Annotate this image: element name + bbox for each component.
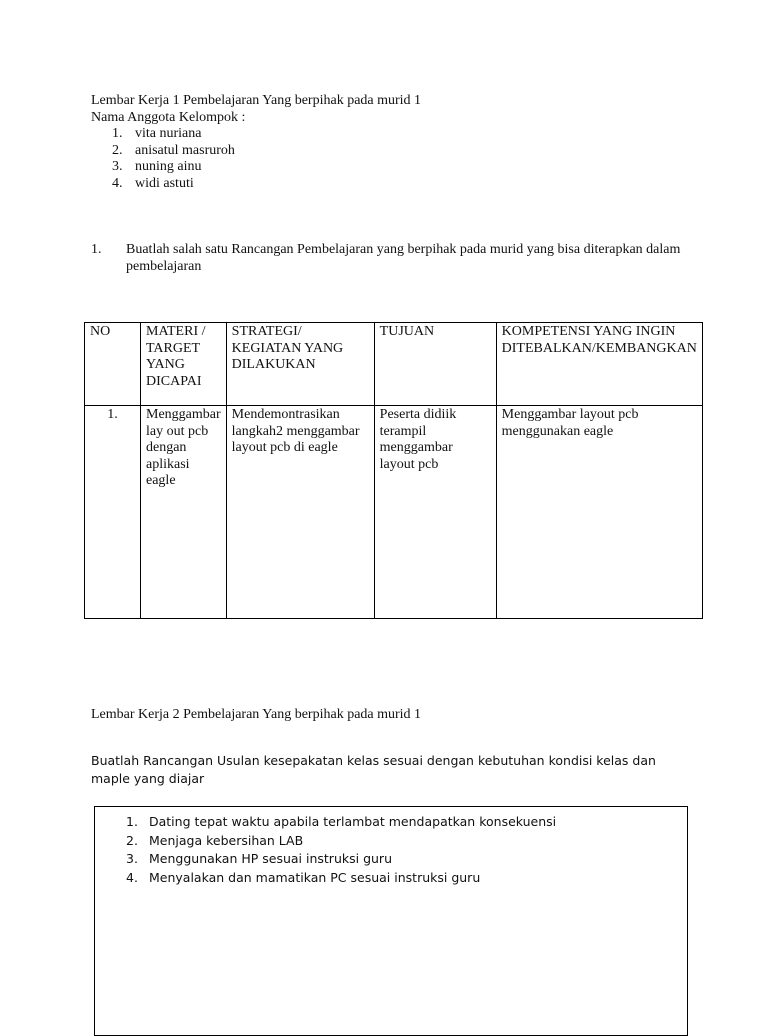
cell-strategi: Mendemontrasikan langkah2 menggambar layout pcb di eagle xyxy=(226,406,374,619)
cell-materi: Menggambar lay out pcb dengan aplikasi eagle xyxy=(141,406,227,619)
agreement-item xyxy=(95,850,556,869)
agreement-item xyxy=(95,832,556,851)
header-strategi: STRATEGI/ KEGIATAN YANG DILAKUKAN xyxy=(226,323,374,406)
agreement-text: Menyalakan dan mamatikan PC sesuai instruksi guru xyxy=(149,870,481,886)
member-name: anisatul masruroh xyxy=(135,142,235,158)
header-tujuan: TUJUAN xyxy=(374,323,496,406)
agreement-item xyxy=(95,869,556,888)
agreement-item xyxy=(95,813,556,832)
member-name: widi astuti xyxy=(135,175,194,191)
agreement-number: 4. xyxy=(126,870,138,886)
worksheet-1-task xyxy=(91,242,691,275)
task-text: Buatlah salah satu Rancangan Pembelajaran yang berpihak pada murid yang bisa diterapkan dalam pembelajaran xyxy=(126,242,681,274)
member-number: 2. xyxy=(112,142,123,158)
members-list xyxy=(91,126,235,192)
member-name: vita nuriana xyxy=(135,126,202,141)
member-number: 3. xyxy=(112,159,123,174)
header-materi: MATERI / TARGET YANG DICAPAI xyxy=(141,323,227,406)
table-row xyxy=(85,406,703,619)
cell-tujuan: Peserta didiik terampil menggambar layout pcb xyxy=(374,406,496,619)
agreement-number: 1. xyxy=(126,814,138,829)
member-item xyxy=(91,176,235,193)
agreement-text: Dating tepat waktu apabila terlambat mendapatkan konsekuensi xyxy=(149,814,557,829)
worksheet-2-title: Lembar Kerja 2 Pembelajaran Yang berpihak pada murid 1 xyxy=(91,707,422,722)
agreement-number: 3. xyxy=(126,851,138,867)
member-name: nuning ainu xyxy=(135,159,202,174)
agreement-text: Menjaga kebersihan LAB xyxy=(149,832,304,848)
worksheet-2-task: Buatlah Rancangan Usulan kesepakatan kelas sesuai dengan kebutuhan kondisi kelas dan maple yang diajar xyxy=(91,753,656,786)
agreement-number: 2. xyxy=(126,832,138,848)
worksheet-1-header xyxy=(91,93,421,126)
table-header-row xyxy=(85,323,703,406)
member-number: 4. xyxy=(112,175,123,191)
worksheet-1-title: Lembar Kerja 1 Pembelajaran Yang berpihak pada murid 1 xyxy=(91,93,422,108)
class-agreement-list xyxy=(95,813,556,888)
cell-no: 1. xyxy=(85,406,141,619)
member-item xyxy=(91,159,235,176)
learning-plan-table xyxy=(84,322,703,619)
member-number: 1. xyxy=(112,126,123,141)
task-number: 1. xyxy=(91,242,102,257)
cell-kompetensi: Menggambar layout pcb menggunakan eagle xyxy=(496,406,702,619)
header-kompetensi: KOMPETENSI YANG INGIN DITEBALKAN/KEMBANGKAN xyxy=(496,323,702,406)
class-agreement-box xyxy=(94,806,688,1036)
member-item xyxy=(91,143,235,160)
header-no: NO xyxy=(85,323,141,406)
member-item xyxy=(91,126,235,143)
agreement-text: Menggunakan HP sesuai instruksi guru xyxy=(149,851,392,867)
members-label: Nama Anggota Kelompok : xyxy=(91,109,246,125)
